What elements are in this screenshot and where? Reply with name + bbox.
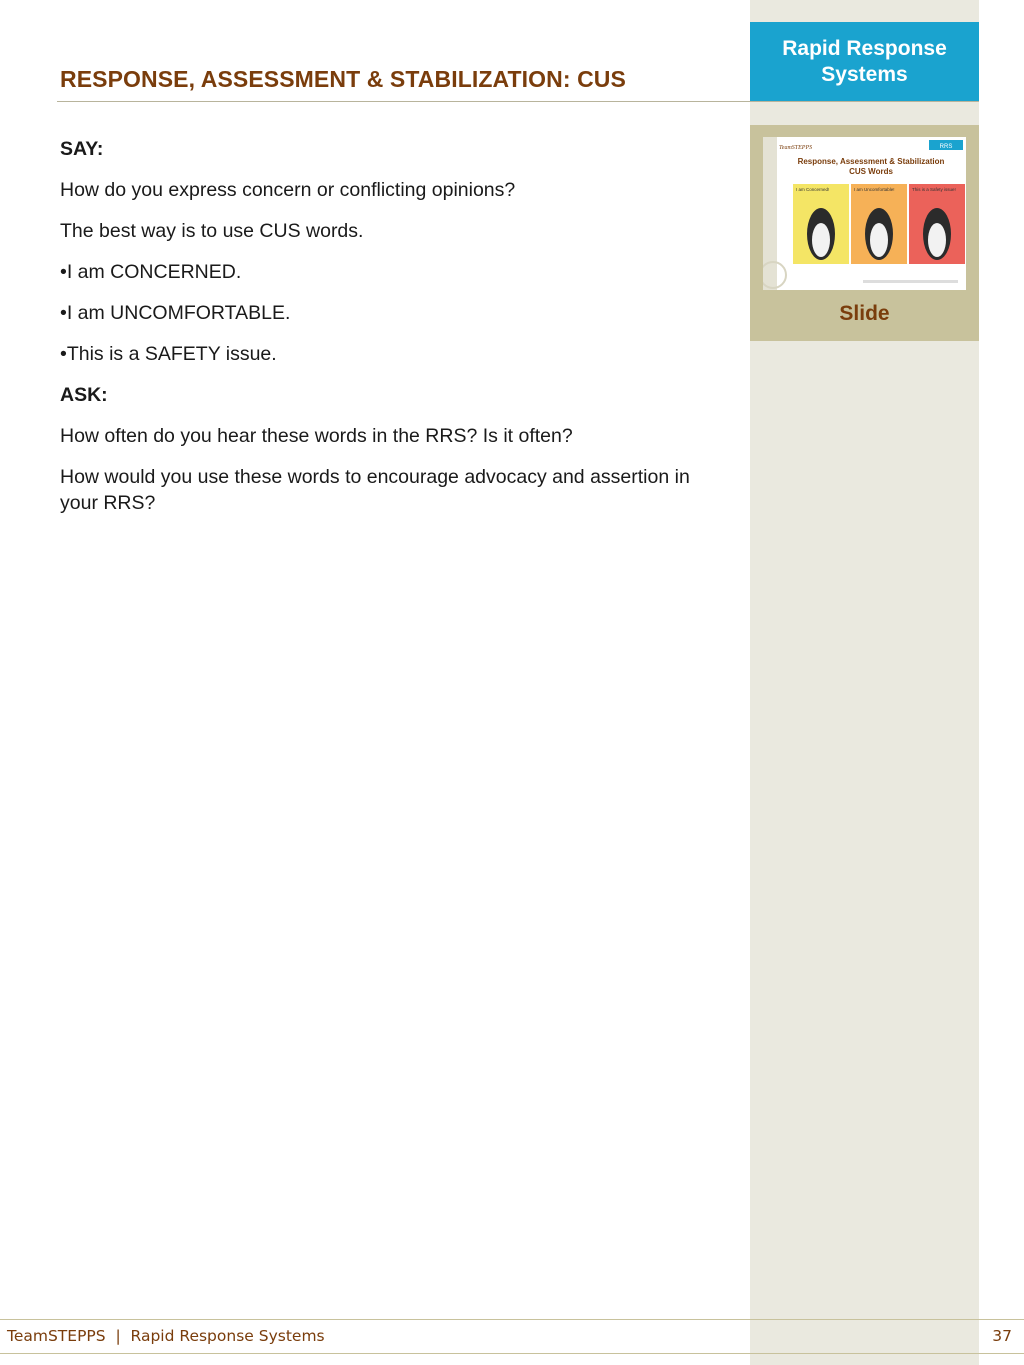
slide-tag: RRS [939, 144, 953, 150]
slide-preview-box [750, 125, 979, 341]
ask-label: ASK: [60, 384, 108, 406]
ask-line: How often do you hear these words in the RRS? Is it often? [60, 425, 573, 447]
slide-figure-detail [812, 223, 830, 257]
section-tab-label: Rapid Response Systems [782, 37, 947, 86]
slide-figure-detail [928, 223, 946, 257]
notes-content [60, 136, 710, 531]
section-tab [750, 22, 979, 102]
say-bullet: •This is a SAFETY issue. [60, 343, 277, 365]
title-divider [57, 101, 979, 102]
say-line: How do you express concern or conflicting opinions? [60, 179, 516, 201]
say-bullet: •I am CONCERNED. [60, 261, 242, 283]
footer-divider-bottom [0, 1353, 1024, 1354]
say-line: The best way is to use CUS words. [60, 220, 364, 242]
slide-caption: Slide [839, 302, 890, 325]
say-bullet: •I am UNCOMFORTABLE. [60, 302, 291, 324]
say-label: SAY: [60, 138, 104, 160]
slide-panel-label: I am Concerned! [796, 187, 830, 192]
slide-thumbnail [763, 137, 966, 290]
slide-left-band [763, 137, 777, 290]
slide-panels [793, 184, 965, 264]
slide-footnote [863, 280, 958, 283]
slide-brand: TeamSTEPPS [779, 145, 813, 151]
slide-figure-detail [870, 223, 888, 257]
slide-title-line2: CUS Words [849, 167, 893, 176]
ask-line: How would you use these words to encourage advocacy and assertion in your RRS? [60, 466, 690, 514]
page-number: 37 [992, 1327, 1012, 1345]
slide-panel-label: This is a Safety issue! [912, 187, 956, 192]
slide-title-line1: Response, Assessment & Stabilization [797, 157, 945, 166]
slide-panel-label: I am Uncomfortable! [854, 187, 895, 192]
footer-divider-top [0, 1319, 1024, 1320]
footer-text: TeamSTEPPS | Rapid Response Systems [7, 1327, 325, 1345]
page-title: RESPONSE, ASSESSMENT & STABILIZATION: CUS [60, 66, 626, 92]
